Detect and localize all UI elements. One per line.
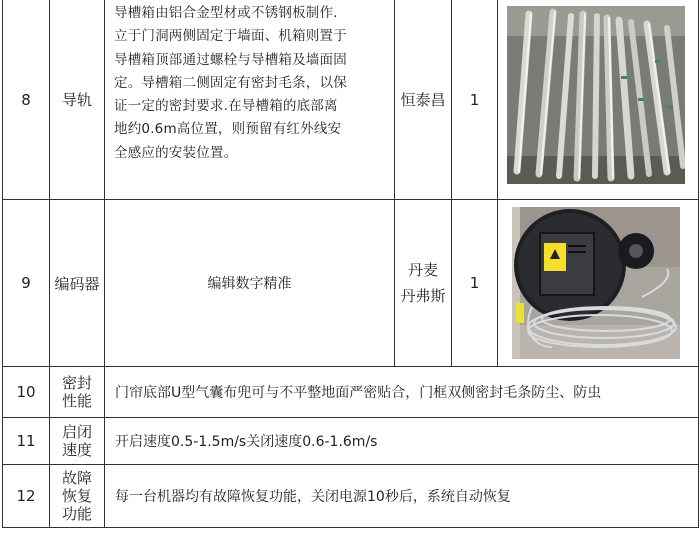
item-description: 编辑数字精准: [207, 276, 292, 292]
name-line: 故障: [61, 469, 92, 487]
item-description: [114, 2, 390, 165]
item-brand: [395, 200, 451, 366]
item-description: 每一台机器均有故障恢复功能，关闭电源10秒后，系统自动恢复: [115, 489, 511, 505]
item-quantity: 1: [469, 90, 480, 109]
item-name: [50, 367, 104, 417]
description-line: 证一定的密封要求.在导槽箱的底部离: [114, 98, 338, 115]
name-line: 恢复: [61, 487, 92, 505]
description-line: 地约0.6m高位置，则预留有红外线安: [114, 121, 342, 138]
name-line: 功能: [61, 505, 92, 523]
encoder-photo: [512, 207, 680, 359]
row-number: 11: [16, 432, 36, 450]
row-divider: [2, 527, 699, 528]
guide-rail-photo: [507, 6, 685, 184]
item-name: 编码器: [54, 274, 100, 293]
brand-line: 丹麦: [407, 261, 438, 279]
name-line: 速度: [61, 441, 92, 459]
description-line: 导槽箱由铝合金型材或不锈钢板制作.: [114, 5, 338, 21]
name-line: 性能: [61, 392, 92, 410]
description-line: 全感应的安装位置。: [114, 144, 238, 161]
item-brand: 恒泰昌: [400, 91, 446, 109]
item-name: [50, 418, 104, 464]
item-name: [50, 465, 104, 527]
row-number: 8: [21, 90, 31, 109]
row-number: 10: [16, 383, 36, 401]
description-line: 定。导槽箱二侧固定有密封毛条，以保: [114, 74, 347, 91]
col-divider: [497, 0, 498, 366]
row-number: 12: [16, 487, 36, 505]
item-description: 门帘底部U型气囊布兜可与不平整地面严密贴合，门框双侧密封毛条防尘、防虫: [115, 385, 602, 401]
col-divider: [698, 0, 699, 528]
item-name: 导轨: [61, 91, 92, 109]
item-description: 开启速度0.5-1.5m/s关闭速度0.6-1.6m/s: [115, 434, 378, 450]
description-line: 立于门洞两侧固定于墙面、机箱则置于: [114, 28, 347, 45]
row-number: 9: [21, 274, 31, 292]
name-line: 密封: [61, 374, 92, 392]
brand-line: 丹弗斯: [400, 287, 446, 305]
description-line: 导槽箱顶部通过螺栓与导槽箱及墙面固: [114, 51, 347, 68]
item-quantity: 1: [469, 274, 480, 292]
name-line: 启闭: [61, 423, 92, 441]
